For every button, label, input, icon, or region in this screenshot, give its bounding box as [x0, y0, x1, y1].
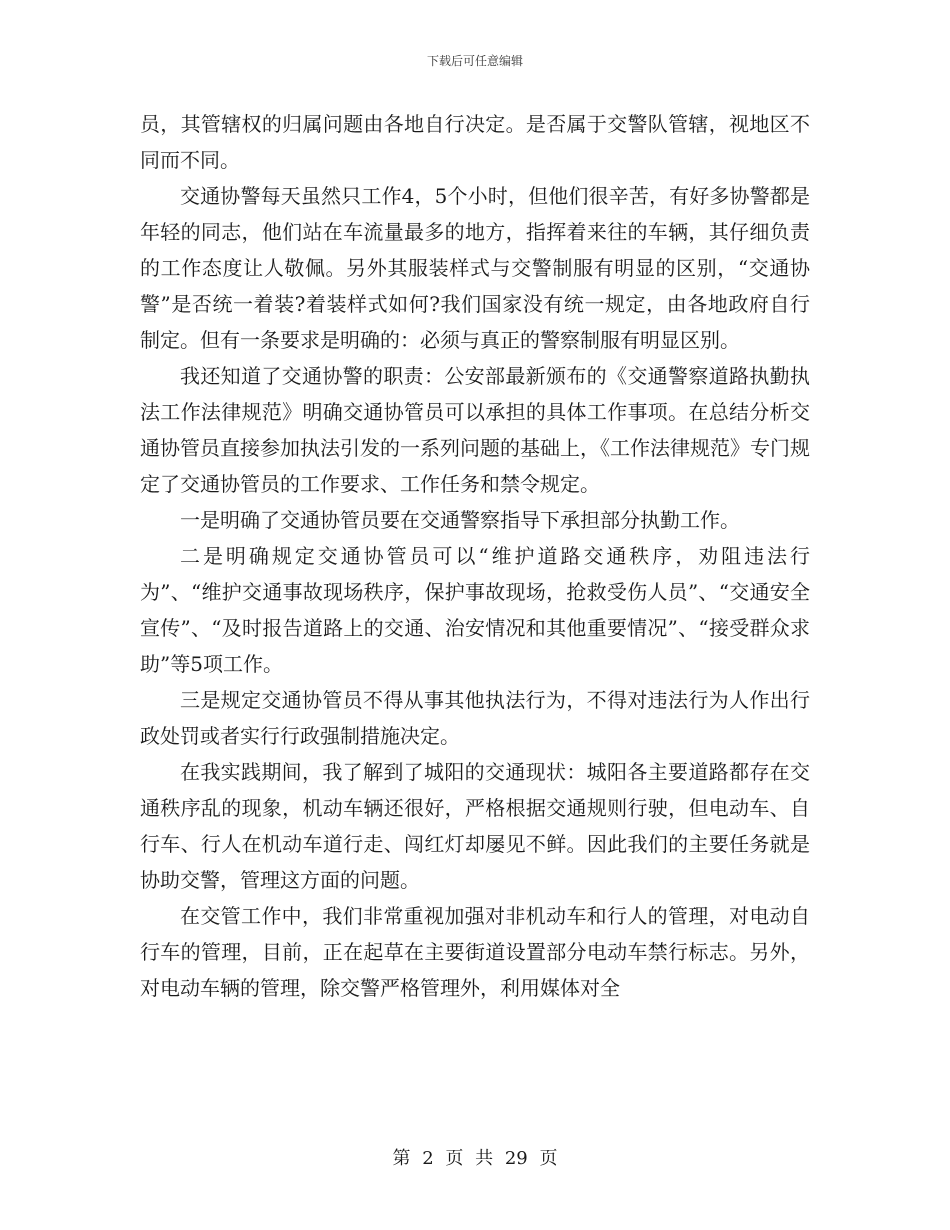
paragraph-1: 员，其管辖权的归属问题由各地自行决定。是否属于交警队管辖，视地区不同而不同。: [140, 112, 810, 172]
paragraph-5: 二是明确规定交通协管员可以“维护道路交通秩序，劝阻违法行为”、“维护交通事故现场秩序，保护事故现场，抢救受伤人员”、“交通安全宣传”、“及时报告道路上的交通、治安情况和其他重要情况”、“接受群众求助”等5项工作。: [140, 544, 810, 676]
page-header: 下载后可任意编辑: [426, 54, 523, 68]
paragraph-3: 我还知道了交通协警的职责：公安部最新颁布的《交通警察道路执勤执法工作法律规范》明确交通协管员可以承担的具体工作事项。在总结分析交通协管员直接参加执法引发的一系列问题的基础上，《工作法律规范》专门规定了交通协管员的工作要求、工作任务和禁令规定。: [140, 364, 810, 496]
paragraph-2: 交通协警每天虽然只工作4，5个小时，但他们很辛苦，有好多协警都是年轻的同志，他们站在车流量最多的地方，指挥着来往的车辆，其仔细负责的工作态度让人敬佩。另外其服装样式与交警制服有明显的区别，“交通协警”是否统一着装?着装样式如何?我们国家没有统一规定，由各地政府自行制定。但有一条要求是明确的：必须与真正的警察制服有明显区别。: [140, 184, 810, 352]
page-number-footer: 第 2 页 共 29 页: [392, 1148, 558, 1169]
paragraph-6: 三是规定交通协管员不得从事其他执法行为，不得对违法行为人作出行政处罚或者实行行政强制措施决定。: [140, 688, 810, 748]
document-body: [140, 106, 810, 1006]
paragraph-8: 在交管工作中，我们非常重视加强对非机动车和行人的管理，对电动自行车的管理，目前，正在起草在主要街道设置部分电动车禁行标志。另外，对电动车辆的管理，除交警严格管理外，利用媒体对全: [140, 904, 810, 1000]
paragraph-7: 在我实践期间，我了解到了城阳的交通现状：城阳各主要道路都存在交通秩序乱的现象，机动车辆还很好，严格根据交通规则行驶，但电动车、自行车、行人在机动车道行走、闯红灯却屡见不鲜。因此我们的主要任务就是协助交警，管理这方面的问题。: [140, 760, 810, 892]
paragraph-4: 一是明确了交通协管员要在交通警察指导下承担部分执勤工作。: [180, 508, 740, 532]
